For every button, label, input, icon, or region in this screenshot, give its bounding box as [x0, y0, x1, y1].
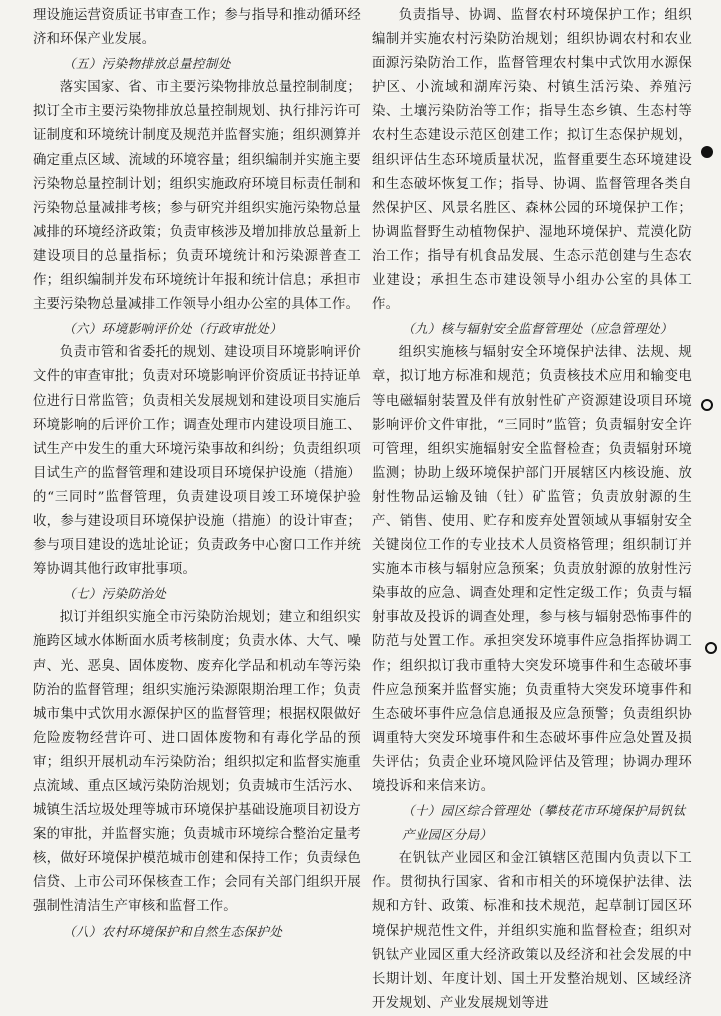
section-body-6: 负责市管和省委托的规划、建设项目环境影响评价文件的审查审批；负责对环境影响评价资质证书持证单位进行日常监管；负责相关发展规划和建设项目实施后环境影响的后评价工作；调查处理市内建设项目施工、试生产中发生的重大环境污染事故和纠纷；负责组织项目试生产的监督管理和建设项目环境保护设施（措施）的“三同时”监督管理，负责建设项目竣工环境保护验收，参与建设项目环境保护设施（措施）的设计审查；参与项目建设的选址论证；负责政务中心窗口工作并统筹协调其他行政审批事项。	[33, 345, 361, 578]
binding-hole-bottom	[705, 642, 717, 654]
section-heading-7: （七）污染防治处	[63, 586, 167, 602]
section-heading-10: （十）园区综合管理处（攀枝花市环境保护局钒钛产业园区分局）	[402, 803, 686, 843]
section-body-9: 组织实施核与辐射安全环境保护法律、法规、规章，拟订地方标准和规范；负责核技术应用和输变电等电磁辐射装置及伴有放射性矿产资源建设项目环境影响评价文件审批，“三同时”监管；负责辐射安全许可管理，组织实施辐射安全监督检查；负责辐射环境监测；协助上级环境保护部门开展辖区内核设施、放射性物品运输及铀（钍）矿监管；负责放射源的生产、销售、使用、贮存和废弃处置领域从事辐射安全关键岗位工作的专业技术人员资格管理；组织制订并实施本市核与辐射应急预案；负责放射源的放射性污染事故的应急、调查处理和定性定级工作；负责与辐射事故及投诉的调查处理，参与核与辐射恐怖事件的防范与处置工作。承担突发环境事件应急指挥协调工作；组织拟订我市重特大突发环境事件和生态破坏事件应急预案并监督实施；负责重特大突发环境事件和生态破坏事件应急信息通报及应急预警；负责组织协调重特大突发环境事件和生态破坏事件应急处置及损失评估；负责企业环境风险评估及管理；协调办理环境投诉和来信来访。	[372, 345, 692, 794]
section-heading-5: （五）污染物排放总量控制处	[63, 56, 231, 72]
binding-hole-top	[701, 146, 713, 158]
binding-hole-middle	[701, 399, 713, 411]
section-heading-6: （六）环境影响评价处（行政审批处）	[63, 321, 283, 337]
section-body-10: 在钒钛产业园区和金江镇辖区范围内负责以下工作。贯彻执行国家、省和市相关的环境保护法律、法规和方针、政策、标准和技术规范，起草制订园区环境保护规范性文件，并组织实施和监督检查；组织对钒钛产业园区重大经济政策以及经济和社会发展的中长期计划、年度计划、国土开发整治规划、区域经济开发规划、产业发展规划等进	[372, 851, 692, 1011]
section-heading-8: （八）农村环境保护和自然生态保护处	[63, 923, 283, 939]
section-body-5: 落实国家、省、市主要污染物排放总量控制制度；拟订全市主要污染物排放总量控制规划、执行排污许可证制度和环境统计制度及规范并监督实施；组织测算并确定重点区域、流域的环境容量；组织编制并实施主要污染物总量控制计划；组织实施政府环境目标责任制和污染物总量减排考核；参与研究并组织实施污染物总量减排的环境经济政策；负责审核涉及增加排放总量新上建设项目的总量指标；负责环境统计和污染源普查工作；组织编制并发布环境统计年报和统计信息；承担市主要污染物总量减排工作领导小组办公室的具体工作。	[33, 80, 361, 313]
right-column	[372, 4, 692, 1016]
intro-paragraph: 理设施运营资质证书审查工作；参与指导和推动循环经济和环保产业发展。	[33, 8, 361, 48]
section-body-8: 负责指导、协调、监督农村环境保护工作；组织编制并实施农村污染防治规划；组织协调农村和农业面源污染防治工作，监督管理农村集中式饮用水源保护区、小流域和湖库污染、村镇生活污染、养殖污染、土壤污染防治等工作；指导生态乡镇、生态村等农村生态建设示范区创建工作；拟订生态保护规划，组织评估生态环境质量状况，监督重要生态环境建设和生态破坏恢复工作；指导、协调、监督管理各类自然保护区、风景名胜区、森林公园的环境保护工作；协调监督野生动植物保护、湿地环境保护、荒漠化防治工作；指导有机食品发展、生态示范创建与生态农业建设；承担生态市建设领导小组办公室的具体工作。	[372, 8, 692, 313]
left-column	[33, 4, 361, 944]
section-heading-9: （九）核与辐射安全监督管理处（应急管理处）	[402, 321, 673, 337]
section-body-7: 拟订并组织实施全市污染防治规划；建立和组织实施跨区域水体断面水质考核制度；负责水体、大气、噪声、光、恶臭、固体废物、废弃化学品和机动车等污染防治的监督管理；组织实施污染源限期治理工作；负责城市集中式饮用水源保护区的监督管理；根据权限做好危险废物经营许可、进口固体废物和有毒化学品的预审；组织开展机动车污染防治；组织拟定和监督实施重点流域、重点区域污染防治规划；负责城市生活污水、城镇生活垃圾处理等城市环境保护基础设施项目初设方案的审批，并监督实施；负责城市环境综合整治定量考核，做好环境保护模范城市创建和保持工作；负责绿色信贷、上市公司环保核查工作；会同有关部门组织开展强制性清洁生产审核和监督工作。	[33, 610, 361, 915]
